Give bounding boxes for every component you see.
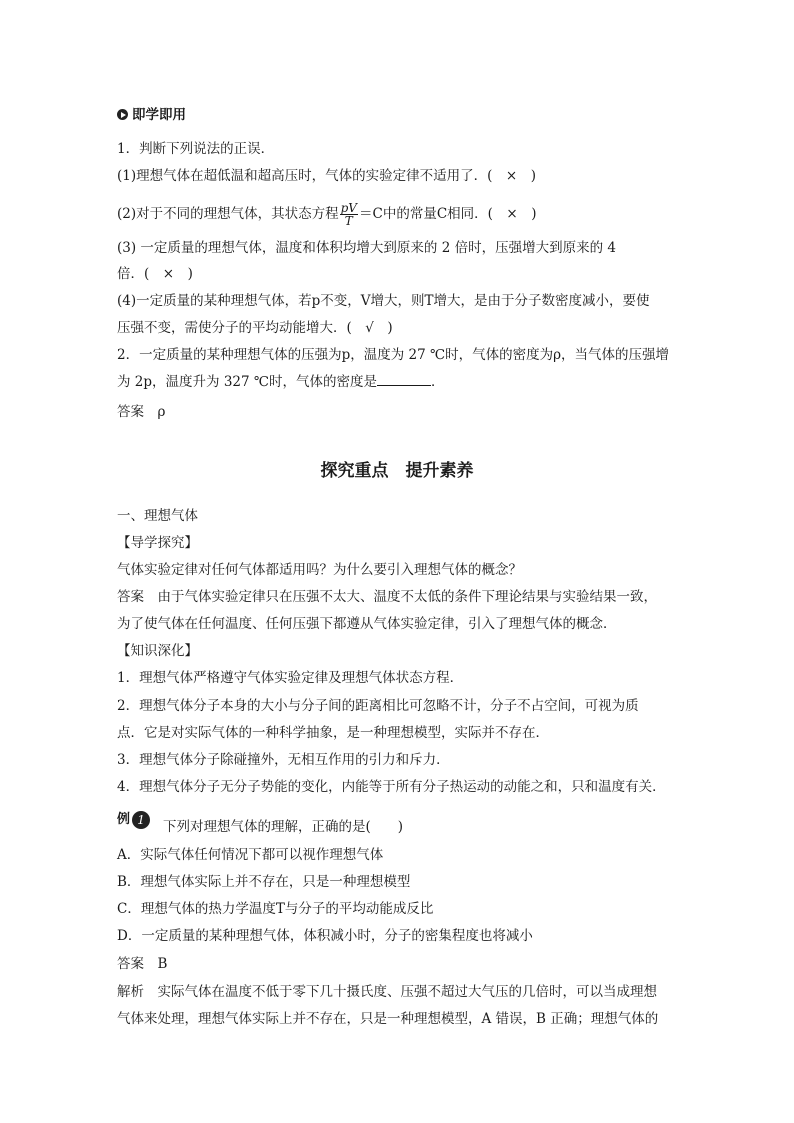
- guide-answer-line2: 为了使气体在任何温度、任何压强下都遵从气体实验定律，引入了理想气体的概念．: [117, 616, 617, 632]
- q1-item-4-line2: 压强不变，需使分子的平均动能增大．( √ ): [117, 320, 393, 336]
- analysis-line2: 气体来处理，理想气体实际上并不存在，只是一种理想模型，A 错误，B 正确；理想气体的: [117, 1011, 659, 1027]
- option-d: D．一定质量的某种理想气体，体积减小时，分子的密集程度也将减小: [117, 928, 533, 944]
- q1-item-1: (1)理想气体在超低温和超高压时，气体的实验定律不适用了．( × ): [117, 168, 536, 184]
- q1-item-3-line1: (3) 一定质量的理想气体，温度和体积均增大到原来的 2 倍时，压强增大到原来的 4: [117, 240, 616, 256]
- play-icon: [117, 109, 128, 120]
- knowledge-point: 1．理想气体严格遵守气体实验定律及理想气体状态方程．: [117, 670, 464, 686]
- q2-line1: 2．一定质量的某种理想气体的压强为p，温度为 27 ℃时，气体的密度为ρ，当气体的压强增: [117, 347, 670, 363]
- option-b: B．理想气体实际上并不存在，只是一种理想模型: [117, 874, 411, 890]
- q2-line2: 为 2p，温度升为 327 ℃时，气体的密度是 ．: [117, 374, 445, 390]
- knowledge-point: 3．理想气体分子除碰撞外，无相互作用的引力和斥力．: [117, 752, 450, 768]
- section-label: 即学即用: [117, 106, 186, 124]
- answer-blank: [377, 373, 431, 386]
- part1-heading: 一、理想气体: [117, 508, 198, 524]
- example-badge: 例 1: [117, 810, 150, 829]
- guide-answer-line1: 答案 由于气体实验定律只在压强不太大、温度不太低的条件下理论结果与实验结果一致，: [117, 589, 657, 605]
- section-title: 探究重点 提升素养: [320, 461, 474, 481]
- knowledge-point: 2．理想气体分子本身的大小与分子间的距离相比可忽略不计，分子不占空间，可视为质: [117, 698, 639, 714]
- guide-label: 【导学探究】: [117, 535, 198, 551]
- q1-item-2: (2)对于不同的理想气体，其状态方程 $\frac{pV}{T}$ ＝C中的常量C相同．( × ): [117, 201, 537, 228]
- example-stem: 下列对理想气体的理解，正确的是( ): [163, 819, 404, 835]
- q1-stem: 1．判断下列说法的正误．: [117, 141, 275, 157]
- guide-question: 气体实验定律对任何气体都适用吗？为什么要引入理想气体的概念？: [117, 562, 522, 578]
- deepen-label: 【知识深化】: [117, 643, 198, 659]
- knowledge-point: 点．它是对实际气体的一种科学抽象，是一种理想模型，实际并不存在．: [117, 725, 549, 741]
- example-number-icon: 1: [132, 811, 150, 829]
- analysis-line1: 解析 实际气体在温度不低于零下几十摄氏度、压强不超过大气压的几倍时，可以当成理想: [117, 984, 657, 1000]
- option-a: A．实际气体任何情况下都可以视作理想气体: [117, 847, 384, 863]
- option-c: C．理想气体的热力学温度T与分子的平均动能成反比: [117, 901, 434, 917]
- q1-item-4-line1: (4)一定质量的某种理想气体，若p不变，V增大，则T增大，是由于分子数密度减小，要使: [117, 293, 650, 309]
- example-answer: 答案 B: [117, 956, 168, 972]
- q2-answer: 答案 ρ: [117, 404, 166, 420]
- knowledge-point: 4．理想气体分子无分子势能的变化，内能等于所有分子热运动的动能之和，只和温度有关．: [117, 779, 666, 795]
- q1-item-3-line2: 倍．( × ): [117, 266, 193, 282]
- pv-over-t-fraction: $\frac{pV}{T}$: [340, 201, 357, 228]
